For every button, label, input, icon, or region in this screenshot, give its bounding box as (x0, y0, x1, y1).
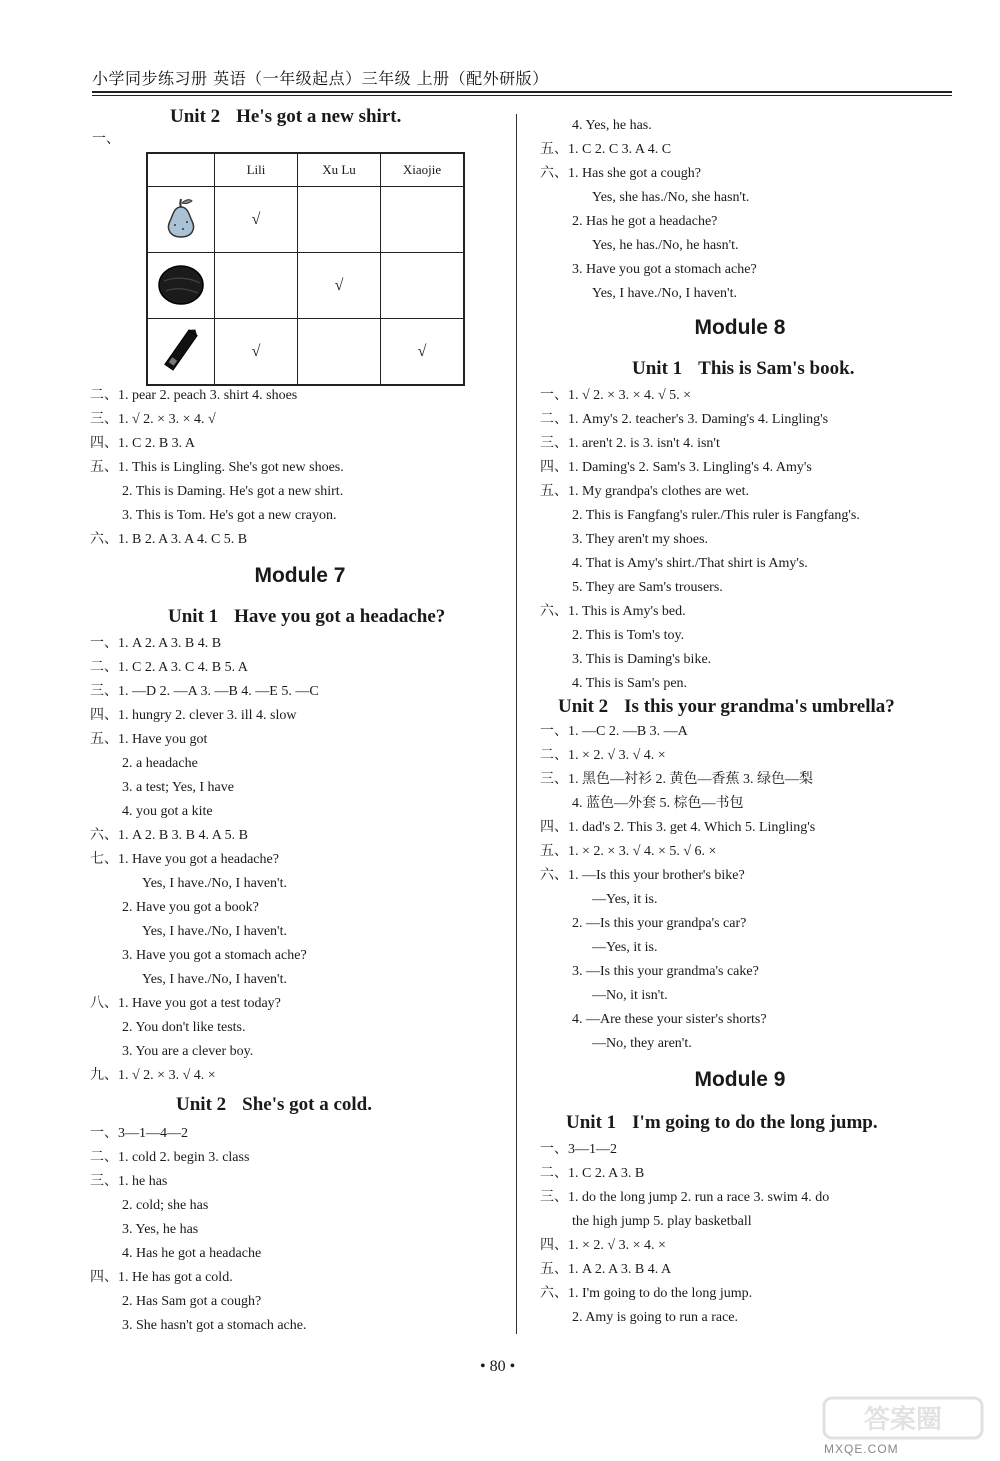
svg-text:答案圈: 答案圈 (863, 1405, 943, 1435)
answer-line: 4. Yes, he has. (572, 118, 652, 133)
crayon-icon (147, 319, 215, 386)
answer-line: 2. —Is this your grandpa's car? (572, 916, 747, 931)
answer-line: Yes, she has./No, she hasn't. (592, 190, 750, 205)
answer-line: 六、1. —Is this your brother's bike? (540, 868, 745, 883)
table-header-cell: Xu Lu (298, 153, 381, 187)
ball-icon (147, 253, 215, 319)
answer-line: 2. a headache (122, 756, 198, 771)
answer-line: Yes, he has./No, he hasn't. (592, 238, 739, 253)
answer-line: 五、1. My grandpa's clothes are wet. (540, 484, 749, 499)
answers-m8u1 (540, 384, 860, 696)
answer-line: 九、1. √ 2. × 3. √ 4. × (90, 1068, 216, 1083)
answers-m7u1 (90, 632, 319, 1088)
answer-line: 3. a test; Yes, I have (122, 780, 234, 795)
unit-heading: Have you got a headache? (234, 606, 446, 627)
table-header-cell: Lili (215, 153, 298, 187)
answer-line: Yes, I have./No, I haven't. (142, 972, 287, 987)
answer-line: 一、1. —C 2. —B 3. —A (540, 724, 688, 739)
answer-line: 五、1. A 2. A 3. B 4. A (540, 1262, 672, 1277)
module-title: Module 8 (694, 316, 786, 339)
table-cell (298, 253, 381, 319)
answer-line: 2. Amy is going to run a race. (572, 1310, 739, 1325)
answer-line: 六、1. A 2. B 3. B 4. A 5. B (90, 828, 248, 843)
answer-line: 一、3—1—4—2 (90, 1126, 188, 1141)
answer-line: 4. Has he got a headache (122, 1246, 262, 1261)
table-cell (215, 319, 298, 386)
header-rule-thin (92, 95, 952, 96)
answer-line: 2. cold; she has (122, 1198, 209, 1213)
answer-line: 六、1. I'm going to do the long jump. (540, 1286, 753, 1301)
answer-line: 2. This is Tom's toy. (572, 628, 685, 643)
answer-line: the high jump 5. play basketball (572, 1214, 752, 1229)
answer-line: 二、1. × 2. √ 3. √ 4. × (540, 748, 666, 763)
answer-line: —Yes, it is. (592, 892, 658, 907)
unit-label: Unit 1 (168, 606, 219, 627)
answer-line: 4. —Are these your sister's shorts? (572, 1012, 767, 1027)
answer-line: 二、1. cold 2. begin 3. class (90, 1150, 250, 1165)
table-row (147, 253, 464, 319)
unit-label: Unit 2 (558, 696, 609, 717)
answer-line: 3. This is Daming's bike. (572, 652, 712, 667)
answers-m9u1 (540, 1138, 829, 1330)
unit-heading: This is Sam's book. (698, 358, 855, 379)
check-mark: √ (251, 342, 261, 360)
answer-line: 三、1. aren't 2. is 3. isn't 4. isn't (540, 436, 720, 451)
column-divider (516, 114, 517, 1334)
answers-m6u2 (90, 384, 344, 552)
table-cell (381, 187, 465, 253)
table-cell (298, 187, 381, 253)
answer-line: 5. They are Sam's trousers. (572, 580, 723, 595)
answer-line: 3. Yes, he has (122, 1222, 199, 1237)
header-rule (92, 91, 952, 93)
answer-line: 四、1. hungry 2. clever 3. ill 4. slow (90, 708, 297, 723)
unit-label: Unit 2 (176, 1094, 227, 1115)
unit-title-m8u2 (558, 694, 895, 720)
unit-heading: I'm going to do the long jump. (632, 1112, 878, 1133)
unit-title-m9u1 (566, 1110, 878, 1136)
answer-line: 一、1. √ 2. × 3. × 4. √ 5. × (540, 388, 692, 403)
watermark-text: MXQE.COM (824, 1442, 899, 1456)
module-title: Module 7 (254, 564, 346, 587)
answer-line: 八、1. Have you got a test today? (90, 996, 281, 1011)
table-cell (298, 319, 381, 386)
answer-line: 3. Have you got a stomach ache? (572, 262, 757, 277)
table-cell (381, 319, 465, 386)
answers-m8u2 (540, 720, 815, 1056)
unit-label: Unit 2 (170, 106, 221, 127)
answer-line: 3. Have you got a stomach ache? (122, 948, 307, 963)
answers-m7u2 (90, 1122, 306, 1338)
answer-line: 2. Have you got a book? (122, 900, 259, 915)
check-mark: √ (417, 342, 427, 360)
answer-line: 3. You are a clever boy. (122, 1044, 254, 1059)
answer-line: 四、1. × 2. √ 3. × 4. × (540, 1238, 666, 1253)
answer-line: 六、1. This is Amy's bed. (540, 604, 686, 619)
pear-icon (147, 187, 215, 253)
answer-line: 2. Has he got a headache? (572, 214, 718, 229)
answer-table (146, 152, 465, 386)
answer-line: 四、1. Daming's 2. Sam's 3. Lingling's 4. Amy's (540, 460, 812, 475)
unit-heading: She's got a cold. (242, 1094, 373, 1115)
answer-line: 2. Has Sam got a cough? (122, 1294, 262, 1309)
answer-line: 二、1. C 2. A 3. C 4. B 5. A (90, 660, 248, 675)
answer-line: 4. This is Sam's pen. (572, 676, 688, 691)
answers-right-top (540, 114, 757, 306)
answer-line: 一、3—1—2 (540, 1142, 617, 1157)
answer-line: 五、1. Have you got (90, 732, 208, 747)
answer-line: 六、1. Has she got a cough? (540, 166, 701, 181)
answer-line: 三、1. √ 2. × 3. × 4. √ (90, 412, 216, 427)
answer-line: 四、1. C 2. B 3. A (90, 436, 196, 451)
table-cell (215, 253, 298, 319)
answer-line: 四、1. He has got a cold. (90, 1270, 233, 1285)
answer-line: 3. This is Tom. He's got a new crayon. (122, 508, 337, 523)
table-row (147, 187, 464, 253)
answer-line: 三、1. —D 2. —A 3. —B 4. —E 5. —C (90, 684, 319, 699)
answer-line: 三、1. do the long jump 2. run a race 3. swim 4. do (540, 1190, 830, 1205)
answer-line: 4. That is Amy's shirt./That shirt is Amy's. (572, 556, 808, 571)
page-number: • 80 • (480, 1358, 516, 1375)
module-title: Module 9 (694, 1068, 786, 1091)
answer-line: Yes, I have./No, I haven't. (142, 924, 287, 939)
answer-line: 2. This is Fangfang's ruler./This ruler is Fangfang's. (572, 508, 860, 523)
answer-line: 三、1. 黑色—衬衫 2. 黄色—香蕉 3. 绿色—梨 (540, 772, 813, 787)
answer-line: 4. 蓝色—外套 5. 棕色—书包 (572, 796, 744, 811)
answer-line: 3. —Is this your grandma's cake? (572, 964, 759, 979)
unit-heading: Is this your grandma's umbrella? (624, 696, 895, 717)
answer-line: 2. This is Daming. He's got a new shirt. (122, 484, 344, 499)
answer-line: —No, they aren't. (592, 1036, 692, 1051)
unit-label: Unit 1 (566, 1112, 617, 1133)
answer-line: 二、1. C 2. A 3. B (540, 1166, 645, 1181)
unit-title-m7u1 (168, 604, 445, 630)
unit-title-m8u1 (632, 356, 854, 382)
answer-line: Yes, I have./No, I haven't. (142, 876, 287, 891)
answer-line: 二、1. pear 2. peach 3. shirt 4. shoes (90, 388, 298, 403)
answer-line: —No, it isn't. (592, 988, 668, 1003)
check-mark: √ (334, 276, 344, 294)
answer-line: 五、1. C 2. C 3. A 4. C (540, 142, 672, 157)
unit-title-m7u2 (176, 1092, 372, 1118)
section-label: 一、 (92, 132, 120, 147)
answer-line: 三、1. he has (90, 1174, 168, 1189)
answer-line: 3. They aren't my shoes. (572, 532, 709, 547)
table-cell (381, 253, 465, 319)
page-header-title: 小学同步练习册 英语（一年级起点）三年级 上册（配外研版） (92, 69, 549, 88)
answer-line: —Yes, it is. (592, 940, 658, 955)
table-row (147, 319, 464, 386)
unit-label: Unit 1 (632, 358, 683, 379)
answer-line: 六、1. B 2. A 3. A 4. C 5. B (90, 532, 248, 547)
answer-line: 4. you got a kite (122, 804, 213, 819)
check-mark: √ (251, 210, 261, 228)
answer-line: 七、1. Have you got a headache? (90, 852, 279, 867)
answer-line: 五、1. This is Lingling. She's got new shoes. (90, 460, 344, 475)
answer-line: 一、1. A 2. A 3. B 4. B (90, 636, 222, 651)
unit-title-m6u2 (170, 104, 401, 130)
answer-line: 3. She hasn't got a stomach ache. (122, 1318, 307, 1333)
table-cell (215, 187, 298, 253)
table-header-cell: Xiaojie (381, 153, 465, 187)
answer-line: 四、1. dad's 2. This 3. get 4. Which 5. Lingling's (540, 820, 816, 835)
answer-line: 五、1. × 2. × 3. √ 4. × 5. √ 6. × (540, 844, 717, 859)
table-corner (147, 153, 215, 187)
answer-line: Yes, I have./No, I haven't. (592, 286, 737, 301)
unit-heading: He's got a new shirt. (236, 106, 402, 127)
answer-line: 2. You don't like tests. (122, 1020, 246, 1035)
answer-line: 二、1. Amy's 2. teacher's 3. Daming's 4. Lingling's (540, 412, 829, 427)
